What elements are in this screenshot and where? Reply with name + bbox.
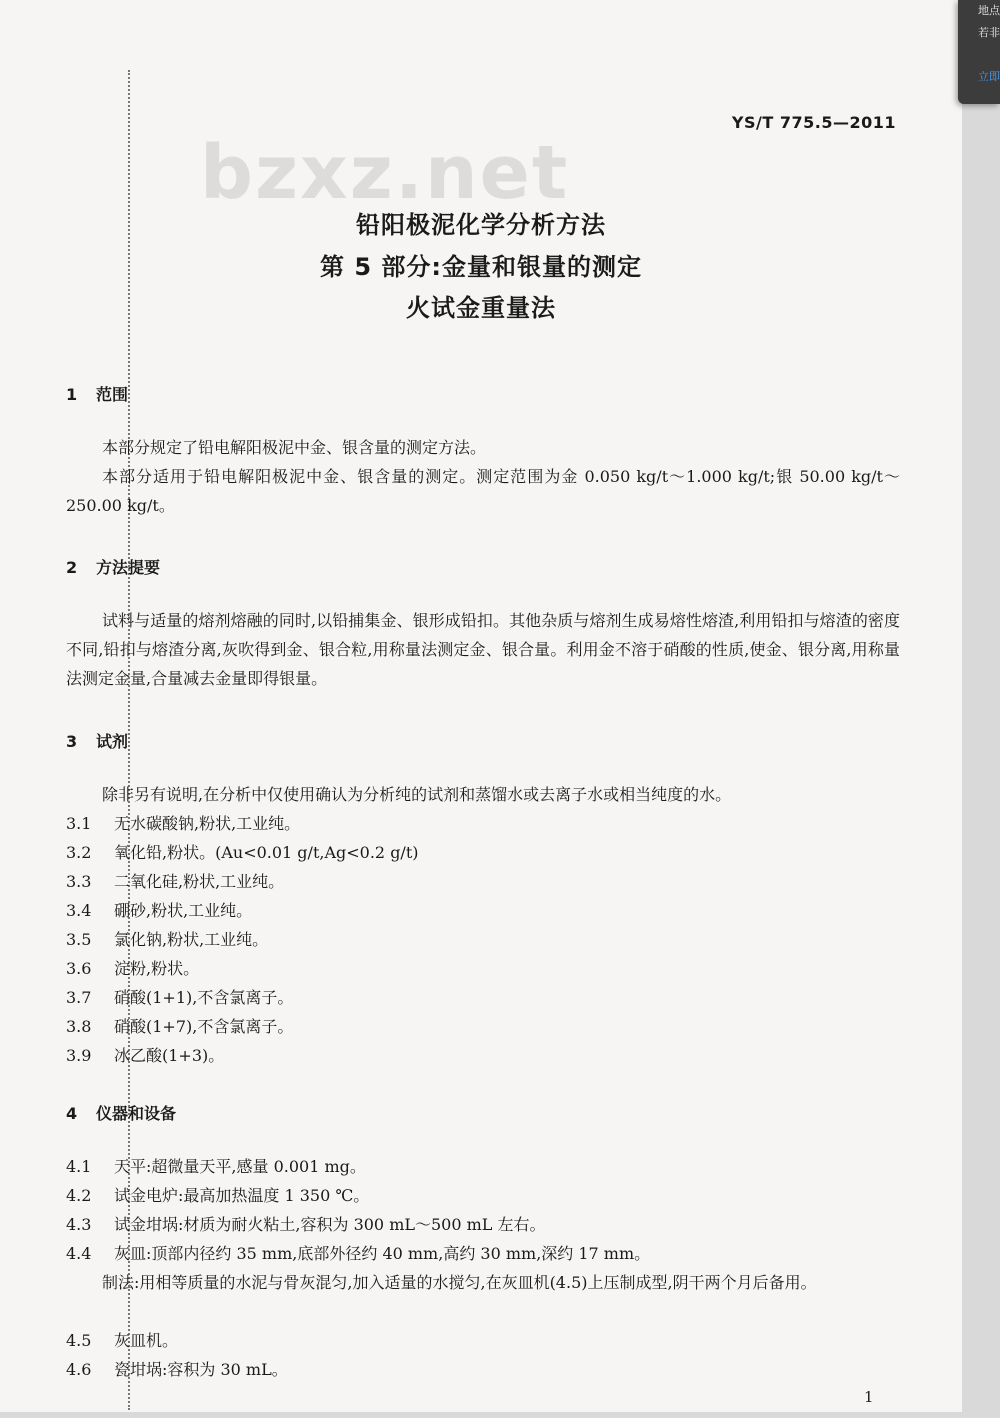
- item-text: 瓷坩埚:容积为 30 mL。: [114, 1360, 288, 1379]
- section-title: 仪器和设备: [96, 1104, 177, 1123]
- reagent-item: [66, 809, 906, 838]
- reagent-item: [66, 838, 906, 867]
- popup-text-line-1: 地点: [978, 4, 1000, 17]
- notification-popup: [958, 0, 1000, 104]
- section-number: 2: [66, 558, 78, 577]
- item-text: 试金坩埚:材质为耐火粘土,容积为 300 mL～500 mL 左右。: [114, 1215, 546, 1234]
- item-text: 冰乙酸(1+3)。: [114, 1046, 225, 1065]
- item-text: 天平:超微量天平,感量 0.001 mg。: [114, 1157, 366, 1176]
- apparatus-item: [66, 1152, 906, 1181]
- reagents-intro: 除非另有说明,在分析中仅使用确认为分析纯的试剂和蒸馏水或去离子水或相当纯度的水。: [102, 785, 732, 804]
- item-number: 3.4: [66, 901, 92, 920]
- item-number: 3.7: [66, 988, 92, 1007]
- item-text: 淀粉,粉状。: [114, 959, 200, 978]
- item-number: 4.4: [66, 1244, 92, 1263]
- item-text: 灰皿:顶部内径约 35 mm,底部外径约 40 mm,高约 30 mm,深约 17 mm。: [114, 1244, 651, 1263]
- section-number: 3: [66, 732, 78, 751]
- section-title: 范围: [96, 385, 129, 404]
- title-line-2: 第 5 部分:金量和银量的测定: [319, 253, 642, 281]
- item-number: 3.3: [66, 872, 92, 891]
- principle-paragraph: 试料与适量的熔剂熔融的同时,以铅捕集金、银形成铅扣。其他杂质与熔剂生成易熔性熔渣,利用铅扣与熔渣的密度不同,铅扣与熔渣分离,灰吹得到金、银合粒,用称量法测定金、银合量。利用金不溶于硝酸的性质,使金、银分离,用称量法测定金量,合量减去金量即得银量。: [66, 611, 900, 688]
- reagent-item: [66, 1041, 906, 1070]
- item-number: 4.2: [66, 1186, 92, 1205]
- item-number: 3.5: [66, 930, 92, 949]
- section-heading-reagents: [66, 729, 128, 752]
- reagent-item: [66, 1012, 906, 1041]
- page-number: 1: [864, 1388, 874, 1406]
- reagent-item: [66, 983, 906, 1012]
- title-line-1: 铅阳极泥化学分析方法: [356, 211, 606, 239]
- reagent-item: [66, 867, 906, 896]
- section-heading-principle: [66, 555, 160, 578]
- item-number: 3.2: [66, 843, 92, 862]
- item-text: 无水碳酸钠,粉状,工业纯。: [114, 814, 301, 833]
- item-text: 氯化钠,粉状,工业纯。: [114, 930, 269, 949]
- scope-paragraph-1: 本部分规定了铅电解阳极泥中金、银含量的测定方法。: [102, 438, 487, 457]
- item-text: 硝酸(1+7),不含氯离子。: [114, 1017, 294, 1036]
- popup-link[interactable]: 立即: [978, 70, 1000, 83]
- apparatus-item: [66, 1210, 906, 1239]
- item-number: 3.6: [66, 959, 92, 978]
- section-number: 1: [66, 385, 78, 404]
- section-title: 方法提要: [96, 558, 161, 577]
- item-number: 4.6: [66, 1360, 92, 1379]
- item-text: 二氧化硅,粉状,工业纯。: [114, 872, 285, 891]
- apparatus-item: [66, 1355, 906, 1384]
- item-text: 灰皿机。: [114, 1331, 179, 1350]
- apparatus-item: [66, 1181, 906, 1210]
- reagent-item: [66, 925, 906, 954]
- item-number: 4.3: [66, 1215, 92, 1234]
- section-title: 试剂: [96, 732, 129, 751]
- item-number: 3.1: [66, 814, 92, 833]
- item-number: 3.9: [66, 1046, 92, 1065]
- item-number: 3.8: [66, 1017, 92, 1036]
- scope-paragraph-2: 本部分适用于铅电解阳极泥中金、银含量的测定。测定范围为金 0.050 kg/t～1.000 kg/t;银 50.00 kg/t～250.00 kg/t。: [66, 467, 900, 515]
- section-heading-apparatus: [66, 1101, 176, 1124]
- item-text: 氧化铅,粉状。(Au<0.01 g/t,Ag<0.2 g/t): [114, 843, 419, 862]
- apparatus-method-note: 制法:用相等质量的水泥与骨灰混匀,加入适量的水搅匀,在灰皿机(4.5)上压制成型,阴干两个月后备用。: [102, 1273, 817, 1292]
- reagent-item: [66, 896, 906, 925]
- section-number: 4: [66, 1104, 78, 1123]
- apparatus-item: [66, 1239, 906, 1268]
- popup-text-line-2: 若非: [978, 26, 1000, 39]
- standard-code: YS/T 775.5—2011: [731, 113, 896, 132]
- watermark: bzxz.net: [200, 130, 570, 216]
- apparatus-item: [66, 1326, 906, 1355]
- section-heading-scope: [66, 382, 128, 405]
- item-text: 试金电炉:最高加热温度 1 350 ℃。: [114, 1186, 370, 1205]
- item-text: 硼砂,粉状,工业纯。: [114, 901, 253, 920]
- reagent-item: [66, 954, 906, 983]
- item-number: 4.5: [66, 1331, 92, 1350]
- title-line-3: 火试金重量法: [406, 294, 556, 322]
- item-number: 4.1: [66, 1157, 92, 1176]
- item-text: 硝酸(1+1),不含氯离子。: [114, 988, 294, 1007]
